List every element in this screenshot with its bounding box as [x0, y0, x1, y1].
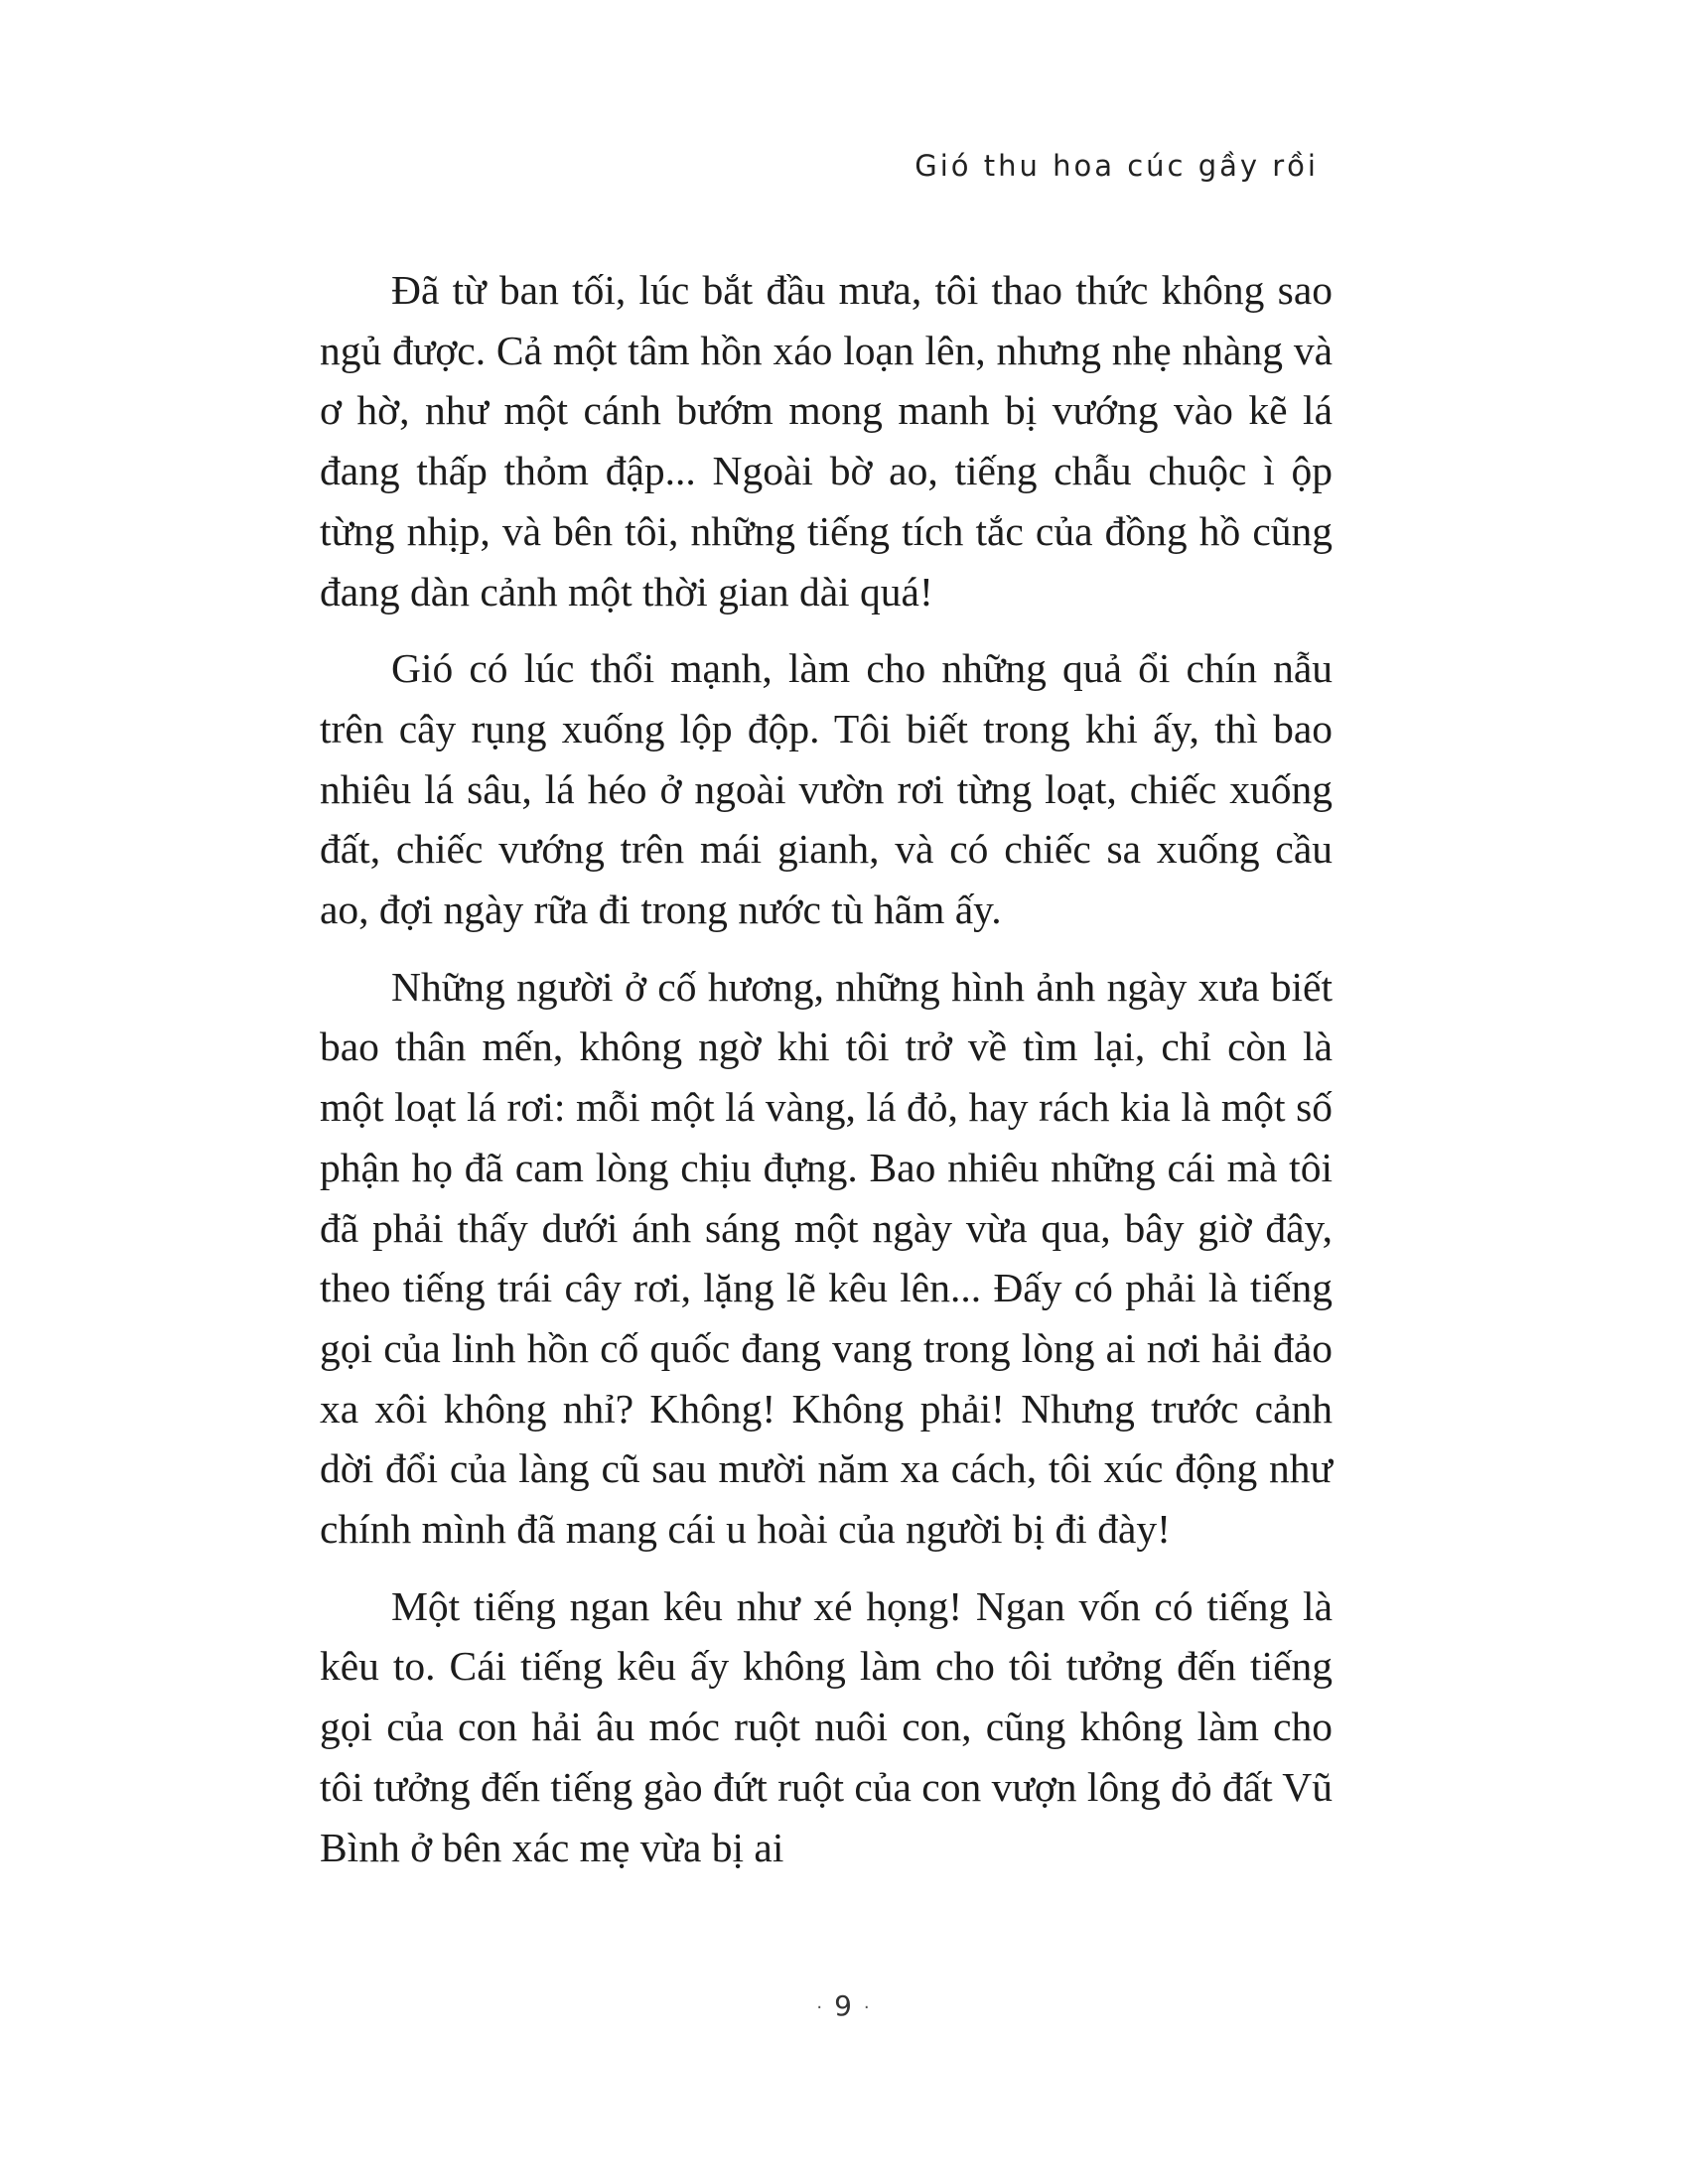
paragraph-2: Gió có lúc thổi mạnh, làm cho những quả ổi chín nẫu trên cây rụng xuống lộp độp. Tôi biết trong khi ấy, thì bao nhiêu lá sâu, lá héo ở ngoài vườn rơi từng loạt, chiếc xuống đất, chiếc vướng trên mái gianh, và có chiếc sa xuống cầu ao, đợi ngày rữa đi trong nước tù hãm ấy. [320, 645, 1333, 933]
page-number-footer [0, 1989, 1688, 2022]
paragraph-1: Đã từ ban tối, lúc bắt đầu mưa, tôi thao thức không sao ngủ được. Cả một tâm hồn xáo loạn lên, nhưng nhẹ nhàng và ơ hờ, như một cánh bướm mong manh bị vướng vào kẽ lá đang thấp thỏm đập... Ngoài bờ ao, tiếng chẫu chuộc ì ộp từng nhịp, và bên tôi, những tiếng tích tắc của đồng hồ cũng đang dàn cảnh một thời gian dài quá! [320, 267, 1333, 614]
paragraph-3: Những người ở cố hương, những hình ảnh ngày xưa biết bao thân mến, không ngờ khi tôi trở về tìm lại, chỉ còn là một loạt lá rơi: mỗi một lá vàng, lá đỏ, hay rách kia là một số phận họ đã cam lòng chịu đựng. Bao nhiêu những cái mà tôi đã phải thấy dưới ánh sáng một ngày vừa qua, bây giờ đây, theo tiếng trái cây rơi, lặng lẽ kêu lên... Đấy có phải là tiếng gọi của linh hồn cố quốc đang vang trong lòng ai nơi hải đảo xa xôi không nhỉ? Không! Không phải! Nhưng trước cảnh dời đổi của làng cũ sau mười năm xa cách, tôi xúc động như chính mình đã mang cái u hoài của người bị đi đày! [320, 963, 1333, 1553]
page-number-dot-left: · [816, 1996, 825, 2018]
page-number: 9 [834, 1989, 854, 2022]
running-header-title: Gió thu hoa cúc gầy rồi [914, 149, 1319, 183]
paragraph-4: Một tiếng ngan kêu như xé họng! Ngan vốn có tiếng là kêu to. Cái tiếng kêu ấy không làm cho tôi tưởng đến tiếng gọi của con hải âu móc ruột nuôi con, cũng không làm cho tôi tưởng đến tiếng gào đứt ruột của con vượn lông đỏ đất Vũ Bình ở bên xác mẹ vừa bị ai [320, 1582, 1333, 1870]
body-text [320, 260, 1333, 1894]
page-number-dot-right: · [863, 1996, 872, 2018]
